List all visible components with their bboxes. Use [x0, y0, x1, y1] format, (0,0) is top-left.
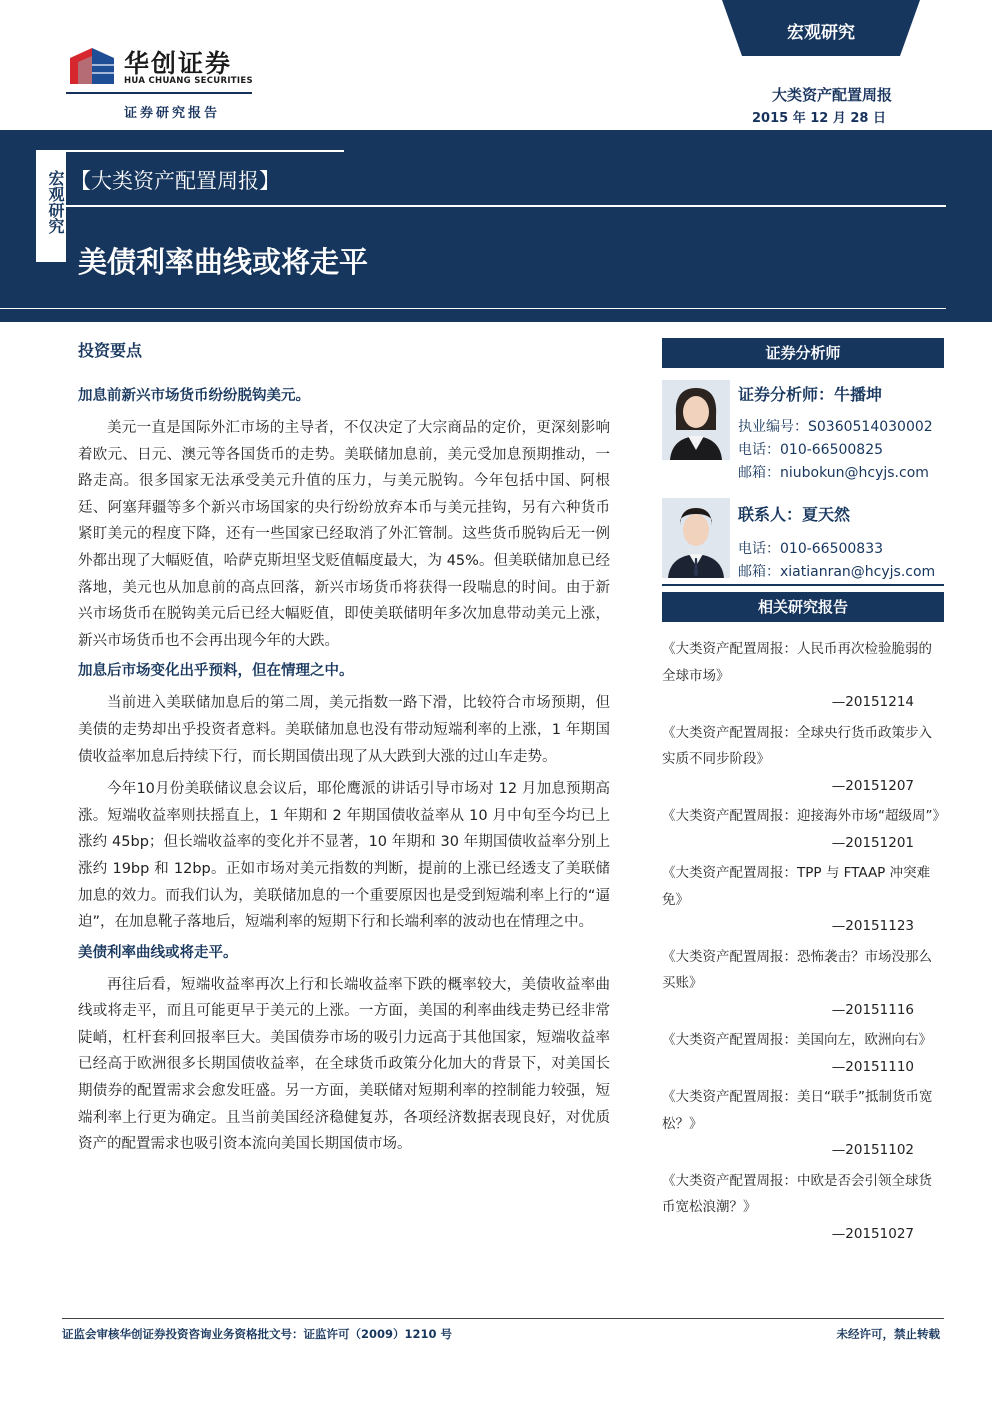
key-point-heading: 加息前新兴市场货币纷纷脱钩美元。 — [78, 388, 310, 404]
related-report-date: —20151110 — [831, 1058, 914, 1075]
related-report-date: —20151116 — [831, 1001, 914, 1018]
report-series: 【大类资产配置周报】 — [70, 169, 280, 193]
body-paragraph: 今年10月份美联储议息会议后，耶伦鹰派的讲话引导市场对 12 月加息预期高涨。短端收益率则扶摇直上，1 年期和 2 年期国债收益率从 10 月中旬至今均已上涨约 45bp；但长端收益率的变化并不显著，10 年期和 30 年期国债收益率分别上涨约 19bp 和 12bp。正如市场对美元指数的判断，提前的上涨已经透支了美联储加息的效力。而我们认为，美联储加息的一个重要原因也是受到短端利率上行的“逼迫”，在加息靴子落地后，短端利率的短期下行和长端利率的波动也在情理之中。 — [78, 781, 610, 931]
related-report-item — [662, 944, 944, 1024]
related-report-title: 《大类资产配置周报：中欧是否会引领全球货币宽松浪潮？》 — [662, 1172, 932, 1215]
related-report-item — [662, 860, 944, 940]
analyst-license: 执业编号：S0360514030002 — [738, 419, 933, 435]
key-point-section — [78, 385, 610, 654]
analyst-phone: 电话：010-66500825 — [738, 442, 884, 458]
related-report-date: —20151214 — [831, 694, 914, 710]
contact-phone: 电话：010-66500833 — [738, 541, 884, 557]
key-point-section — [78, 660, 610, 935]
related-reports-list — [662, 636, 944, 1247]
category-tab: 宏观研究 — [787, 23, 855, 43]
vertical-category-label: 宏观研究 — [46, 170, 65, 234]
related-report-item — [662, 1027, 944, 1080]
banner-rule-middle — [66, 205, 946, 207]
contact-card — [662, 498, 944, 584]
report-date: 2015 年 12 月 28 日 — [752, 111, 886, 126]
hua-chuang-logo-icon — [66, 44, 118, 88]
sidebar-divider — [662, 584, 944, 586]
related-report-date: —20151027 — [831, 1225, 914, 1242]
report-title: 美债利率曲线或将走平 — [78, 245, 369, 279]
analyst-email: 邮箱：niubokun@hcyjs.com — [738, 465, 929, 481]
banner-rule-bottom — [0, 308, 946, 309]
related-report-title: 《大类资产配置周报：美日“联手”抵制货币宽松？》 — [662, 1089, 933, 1132]
analyst-name: 证券分析师：牛播坤 — [738, 385, 883, 404]
main-content — [78, 338, 610, 1164]
analyst-card — [662, 380, 944, 498]
footer-divider — [62, 1318, 944, 1319]
related-report-title: 《大类资产配置周报：全球央行货币政策步入实质不同步阶段》 — [662, 724, 932, 767]
key-point-section — [78, 942, 610, 1158]
brand-name: 华创证券 — [124, 49, 233, 78]
body-paragraph: 再往后看，短端收益率再次上行和长端收益率下跌的概率较大，美债收益率曲线或将走平，而且可能更早于美元的上涨。一方面，美国的利率曲线走势已经非常陡峭，杠杆套利回报率巨大。美国债券市场的吸引力远高于其他国家，短端收益率已经高于欧洲很多长期国债收益率，在全球货币政策分化加大的背景下，对美国长期债券的配置需求会愈发旺盛。另一方面，美联储对短期利率的控制能力较强，短端利率上行更为确定。且当前美国经济稳健复苏，各项经济数据表现良好，对优质资产的配置需求也吸引资本流向美国长期国债市场。 — [78, 976, 610, 1153]
footer-license-note: 证监会审核华创证券投资咨询业务资格批文号：证监许可（2009）1210 号 — [62, 1327, 453, 1341]
related-report-title: 《大类资产配置周报：迎接海外市场“超级周”》 — [662, 808, 946, 824]
analyst-photo — [662, 380, 730, 460]
brand-english-name: HUA CHUANG SECURITIES — [124, 76, 253, 86]
related-report-item — [662, 636, 944, 716]
related-report-item — [662, 803, 944, 856]
contact-name: 联系人：夏天然 — [738, 505, 851, 524]
section-title: 投资要点 — [78, 341, 143, 360]
contact-photo — [662, 498, 730, 578]
related-report-title: 《大类资产配置周报：人民币再次检验脆弱的全球市场》 — [662, 641, 932, 684]
related-report-title: 《大类资产配置周报：TPP 与 FTAAP 冲突难免》 — [662, 865, 931, 908]
body-paragraph: 当前进入美联储加息后的第二周，美元指数一路下滑，比较符合市场预期，但美债的走势却出乎投资者意料。美联储加息也没有带动短端利率的上涨，1 年期国债收益率加息后持续下行，而长期国债出现了从大跌到大涨的过山车走势。 — [78, 695, 610, 765]
related-report-date: —20151102 — [831, 1142, 914, 1158]
related-report-date: —20151207 — [831, 777, 914, 794]
related-reports-header: 相关研究报告 — [662, 592, 944, 622]
title-banner — [0, 130, 992, 322]
report-name: 大类资产配置周报 — [771, 86, 892, 104]
brand-subtitle: 证券研究报告 — [124, 106, 221, 121]
brand-divider — [66, 92, 252, 94]
related-report-item — [662, 1168, 944, 1248]
key-point-heading: 加息后市场变化出乎预料，但在情理之中。 — [78, 663, 354, 680]
related-report-item — [662, 720, 944, 800]
footer-copyright-note: 未经许可，禁止转载 — [836, 1327, 940, 1341]
body-paragraph: 美元一直是国际外汇市场的主导者，不仅决定了大宗商品的定价，更深刻影响着欧元、日元、澳元等各国货币的走势。美联储加息前，美元受加息预期推动，一路走高。很多国家无法承受美元升值的压力，与美元脱钩。今年包括中国、阿根廷、阿塞拜疆等多个新兴市场国家的央行纷纷放弃本币与美元挂钩，另有六种货币紧盯美元的程度下降，还有一些国家已经取消了外汇管制。这些货币脱钩后无一例外都出现了大幅贬值，哈萨克斯坦坚戈贬值幅度最大，为 45%。但美联储加息已经落地，美元也从加息前的高点回落，新兴市场货币将获得一段喘息的时间。由于新兴市场货币在脱钩美元后已经大幅贬值，即使美联储明年多次加息带动美元上涨，新兴市场货币也不会再出现今年的大跌。 — [78, 420, 610, 649]
analyst-header: 证券分析师 — [662, 338, 944, 368]
related-report-title: 《大类资产配置周报：恐怖袭击？市场没那么买账》 — [662, 948, 932, 991]
banner-rule-top — [66, 150, 344, 152]
related-report-date: —20151123 — [831, 918, 914, 934]
key-point-heading: 美债利率曲线或将走平。 — [78, 944, 238, 961]
sidebar — [662, 338, 944, 1247]
contact-email: 邮箱：xiatianran@hcyjs.com — [738, 564, 936, 580]
related-report-date: —20151201 — [831, 834, 914, 851]
related-report-item — [662, 1084, 944, 1164]
related-report-title: 《大类资产配置周报：美国向左，欧洲向右》 — [662, 1032, 932, 1048]
